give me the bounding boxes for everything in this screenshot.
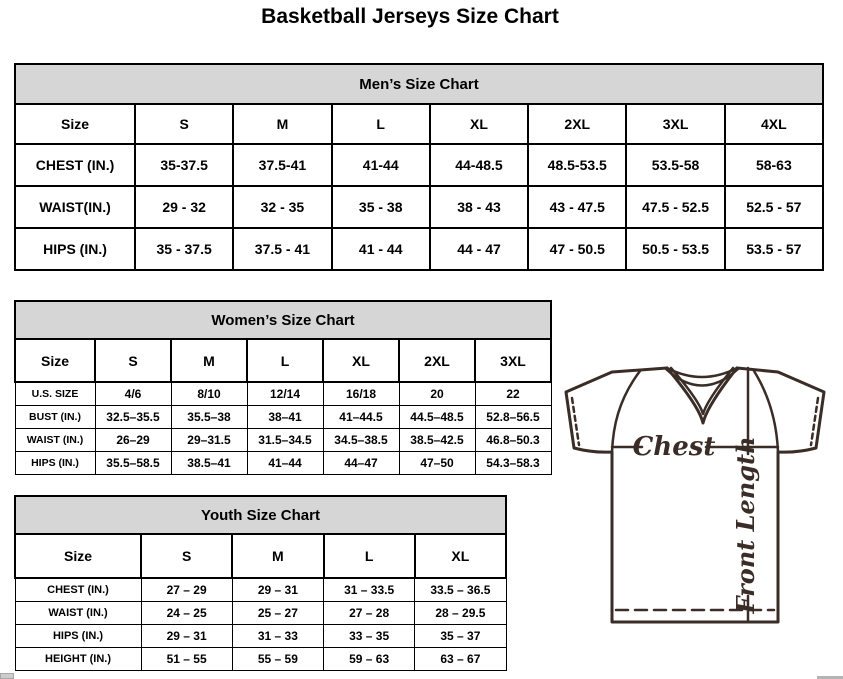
womens-size-chart xyxy=(14,300,552,475)
table-cell: 20 xyxy=(399,382,475,405)
table-cell: 35 - 37.5 xyxy=(135,228,233,270)
column-header: XL xyxy=(430,104,528,144)
table-row xyxy=(15,228,823,270)
row-label: BUST (IN.) xyxy=(15,405,95,428)
table-title-row xyxy=(15,64,823,104)
table-row xyxy=(15,428,551,451)
table-row xyxy=(15,647,506,670)
table-cell: 29 – 31 xyxy=(232,578,323,601)
table-cell: 47–50 xyxy=(399,451,475,474)
table-header-row xyxy=(15,339,551,382)
table-cell: 38 - 43 xyxy=(430,186,528,228)
table-title-row xyxy=(15,496,506,534)
table-cell: 4/6 xyxy=(95,382,171,405)
table-row xyxy=(15,451,551,474)
table-cell: 43 - 47.5 xyxy=(528,186,626,228)
table-cell: 41-44 xyxy=(332,144,430,186)
table-cell: 32 - 35 xyxy=(233,186,331,228)
table-cell: 8/10 xyxy=(171,382,247,405)
table-cell: 59 – 63 xyxy=(324,647,415,670)
table-cell: 44–47 xyxy=(323,451,399,474)
table-cell: 44.5–48.5 xyxy=(399,405,475,428)
table-cell: 44 - 47 xyxy=(430,228,528,270)
table-row xyxy=(15,624,506,647)
column-header: M xyxy=(233,104,331,144)
column-header: L xyxy=(247,339,323,382)
table-cell: 26–29 xyxy=(95,428,171,451)
youth-chart-title: Youth Size Chart xyxy=(15,496,506,534)
table-cell: 53.5 - 57 xyxy=(725,228,823,270)
table-cell: 28 – 29.5 xyxy=(415,601,506,624)
table-row xyxy=(15,382,551,405)
womens-chart-title: Women’s Size Chart xyxy=(15,301,551,339)
jersey-collar-inner-v xyxy=(671,368,733,414)
row-label: WAIST (IN.) xyxy=(15,428,95,451)
row-label: HIPS (IN.) xyxy=(15,624,141,647)
table-cell: 52.5 - 57 xyxy=(725,186,823,228)
column-header: S xyxy=(95,339,171,382)
column-header: S xyxy=(135,104,233,144)
column-header: XL xyxy=(323,339,399,382)
column-header: Size xyxy=(15,339,95,382)
table-cell: 27 – 29 xyxy=(141,578,232,601)
table-cell: 37.5-41 xyxy=(233,144,331,186)
table-header-row xyxy=(15,104,823,144)
scrollbar-fragment-left[interactable] xyxy=(0,673,14,679)
column-header: L xyxy=(324,534,415,578)
column-header: S xyxy=(141,534,232,578)
table-cell: 29 – 31 xyxy=(141,624,232,647)
table-cell: 33.5 – 36.5 xyxy=(415,578,506,601)
table-cell: 31 – 33.5 xyxy=(324,578,415,601)
table-cell: 53.5-58 xyxy=(626,144,724,186)
jersey-measurement-diagram xyxy=(556,358,843,670)
column-header: 2XL xyxy=(399,339,475,382)
column-header: Size xyxy=(15,104,135,144)
table-cell: 33 – 35 xyxy=(324,624,415,647)
chest-label: Chest xyxy=(632,432,716,462)
table-cell: 44-48.5 xyxy=(430,144,528,186)
table-cell: 58-63 xyxy=(725,144,823,186)
table-cell: 38.5–42.5 xyxy=(399,428,475,451)
table-row xyxy=(15,405,551,428)
table-cell: 27 – 28 xyxy=(324,601,415,624)
table-cell: 47.5 - 52.5 xyxy=(626,186,724,228)
table-cell: 63 – 67 xyxy=(415,647,506,670)
table-cell: 12/14 xyxy=(247,382,323,405)
column-header: XL xyxy=(415,534,506,578)
table-cell: 52.8–56.5 xyxy=(475,405,551,428)
column-header: 3XL xyxy=(626,104,724,144)
row-label: WAIST(IN.) xyxy=(15,186,135,228)
table-cell: 55 – 59 xyxy=(232,647,323,670)
table-cell: 31.5–34.5 xyxy=(247,428,323,451)
table-header-row xyxy=(15,534,506,578)
table-cell: 29–31.5 xyxy=(171,428,247,451)
table-cell: 16/18 xyxy=(323,382,399,405)
row-label: U.S. SIZE xyxy=(15,382,95,405)
column-header: Size xyxy=(15,534,141,578)
row-label: CHEST (IN.) xyxy=(15,144,135,186)
column-header: M xyxy=(171,339,247,382)
table-cell: 46.8–50.3 xyxy=(475,428,551,451)
youth-size-chart xyxy=(14,495,507,671)
table-row xyxy=(15,578,506,601)
table-cell: 41–44.5 xyxy=(323,405,399,428)
row-label: CHEST (IN.) xyxy=(15,578,141,601)
row-label: HIPS (IN.) xyxy=(15,451,95,474)
column-header: L xyxy=(332,104,430,144)
table-cell: 35 – 37 xyxy=(415,624,506,647)
table-cell: 48.5-53.5 xyxy=(528,144,626,186)
table-row xyxy=(15,186,823,228)
table-cell: 41–44 xyxy=(247,451,323,474)
table-cell: 22 xyxy=(475,382,551,405)
table-cell: 38–41 xyxy=(247,405,323,428)
table-cell: 34.5–38.5 xyxy=(323,428,399,451)
table-cell: 50.5 - 53.5 xyxy=(626,228,724,270)
column-header: M xyxy=(232,534,323,578)
page-title: Basketball Jerseys Size Chart xyxy=(261,5,559,28)
table-row xyxy=(15,144,823,186)
column-header: 3XL xyxy=(475,339,551,382)
column-header: 2XL xyxy=(528,104,626,144)
table-cell: 54.3–58.3 xyxy=(475,451,551,474)
table-cell: 31 – 33 xyxy=(232,624,323,647)
table-cell: 29 - 32 xyxy=(135,186,233,228)
table-cell: 35.5–38 xyxy=(171,405,247,428)
table-title-row xyxy=(15,301,551,339)
mens-size-chart xyxy=(14,63,824,271)
table-row xyxy=(15,601,506,624)
table-cell: 25 – 27 xyxy=(232,601,323,624)
table-cell: 24 – 25 xyxy=(141,601,232,624)
table-cell: 41 - 44 xyxy=(332,228,430,270)
table-cell: 47 - 50.5 xyxy=(528,228,626,270)
table-cell: 35 - 38 xyxy=(332,186,430,228)
table-cell: 38.5–41 xyxy=(171,451,247,474)
row-label: HIPS (IN.) xyxy=(15,228,135,270)
table-cell: 35-37.5 xyxy=(135,144,233,186)
table-cell: 35.5–58.5 xyxy=(95,451,171,474)
front-length-label: Front Length xyxy=(731,436,760,614)
table-cell: 37.5 - 41 xyxy=(233,228,331,270)
row-label: WAIST (IN.) xyxy=(15,601,141,624)
column-header: 4XL xyxy=(725,104,823,144)
table-cell: 32.5–35.5 xyxy=(95,405,171,428)
row-label: HEIGHT (IN.) xyxy=(15,647,141,670)
table-cell: 51 – 55 xyxy=(141,647,232,670)
mens-chart-title: Men’s Size Chart xyxy=(15,64,823,104)
